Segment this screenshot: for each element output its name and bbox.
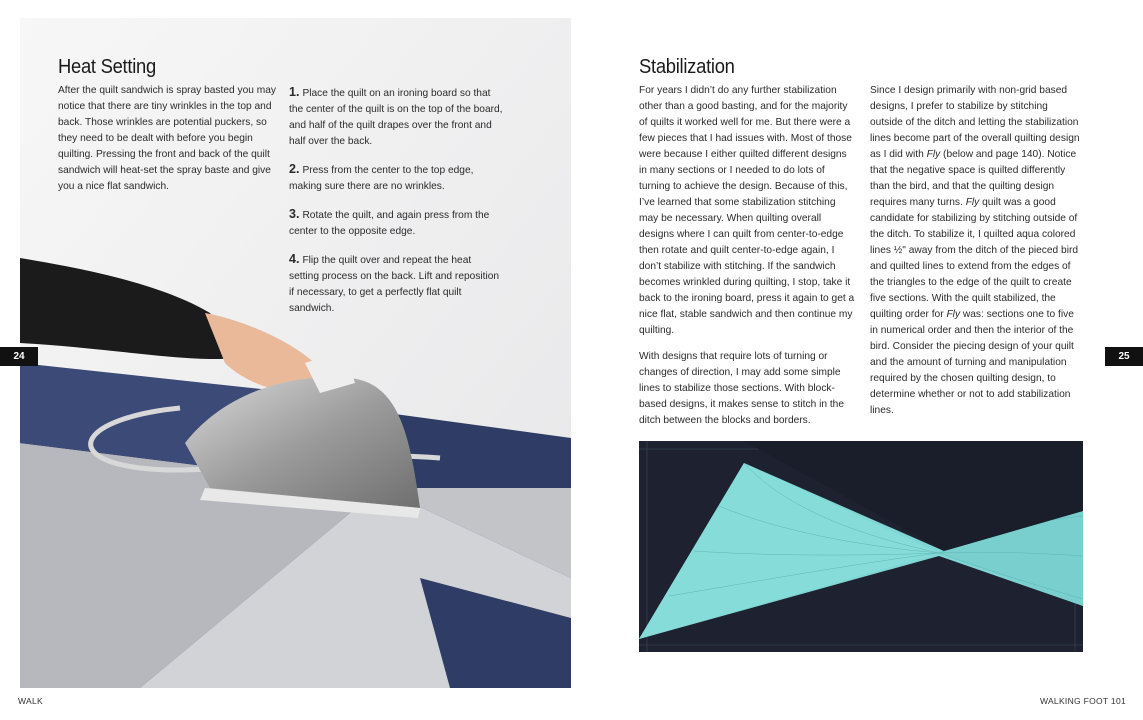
heat-setting-steps (289, 84, 504, 328)
step-1: 1. Place the quilt on an ironing board so that the center of the quilt is on the top of the board, and half of the quilt drapes over the front and half over the back. (289, 85, 503, 147)
fly-quilt-photo (639, 441, 1083, 652)
page-number-right: 25 (1105, 347, 1143, 366)
stabilization-column-2 (870, 83, 1083, 419)
step-3: 3. Rotate the quilt, and again press from the center to the opposite edge. (289, 207, 490, 237)
page-number-left: 24 (0, 347, 38, 366)
step-4: 4. Flip the quilt over and repeat the heat setting process on the back. Lift and reposition if necessary, to get a perfectly flat quilt sandwich. (289, 252, 500, 314)
stabilization-paragraph-3: Since I design primarily with non-grid based designs, I prefer to stabilize by stitching outside of the ditch and letting the stabilization lines become part of the overall quilting design as I did with Fly (below and page 140). Notice that the negative space is quilted differently than the bird, and that the quilting design requires many turns. Fly quilt was a good candidate for stabilizing by stitching outside of the ditch. To stabilize it, I quilted aqua colored lines ½" away from the ditch of the pieced bird and quilted lines to extend from the edges of the triangles to the edge of the quilt to create five sections. With the quilt stabilized, the quilting order for Fly was: sections one to five in numerical order and then the interior of the bird. Consider the piecing design of your quilt and the amount of turning and manipulation required by the chosen quilting design, to determine whether or not to add stabilization lines. (870, 85, 1080, 416)
footer-left: WALK (18, 696, 43, 706)
heat-setting-heading: Heat Setting (58, 56, 156, 78)
heat-setting-intro (58, 83, 280, 195)
intro-paragraph: After the quilt sandwich is spray basted you may notice that there are tiny wrinkles in the top and back. Those wrinkles are potential puckers, so they need to be dealt with before you begin quilting. Pressing the front and back of the quilt sandwich will heat-set the spray baste and give you a nice flat sandwich. (58, 85, 277, 192)
stabilization-paragraph-2: With designs that require lots of turning or changes of direction, I may add some simple lines to stabilize those sections. With block-based designs, it makes sense to stitch in the ditch between the blocks and borders. (639, 351, 844, 426)
stabilization-heading: Stabilization (639, 56, 735, 78)
stabilization-column-1 (639, 83, 857, 429)
step-2: 2. Press from the center to the top edge, making sure there are no wrinkles. (289, 162, 474, 192)
footer-right: WALKING FOOT 101 (1039, 696, 1126, 706)
stabilization-paragraph-1: For years I didn’t do any further stabilization other than a good basting, and for the majority of quilts it worked well for me. But there were a few pieces that I had issues with. Most of those were because I either quilted different designs in many sections or I needed to do lots of turning to achieve the design. Because of this, I’ve learned that some stabilization stitching may be necessary. When quilting overall designs where I can quilt from center-to-edge then rotate and quilt center-to-edge again, I don’t stabilize with stitching. If the sandwich becomes wrinkled during quilting, I stop, take it back to the ironing board, press it again to get a nice flat, stable sandwich and then continue my quilting. (639, 85, 855, 336)
